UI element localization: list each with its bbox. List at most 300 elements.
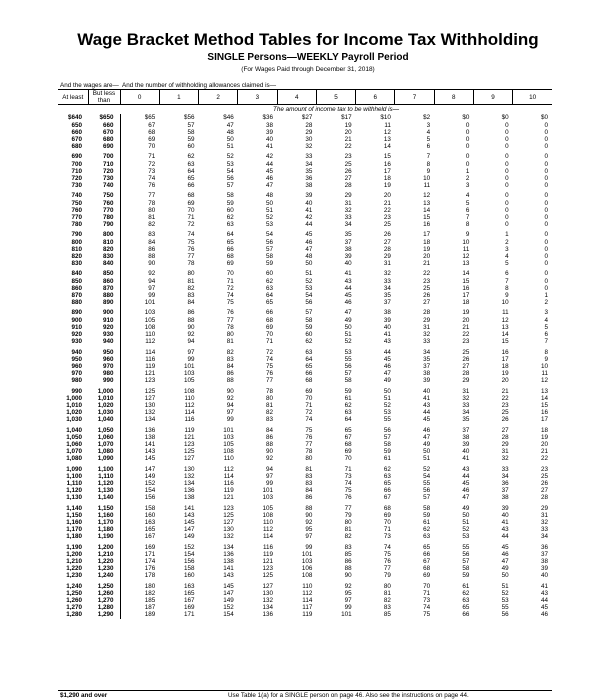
tax-amount-cell: 70 (226, 270, 234, 278)
tax-amount-cell: 0 (544, 214, 548, 222)
wage-bracket-cell: 1,090 (97, 455, 114, 463)
tax-amount-cell: 81 (226, 338, 234, 346)
table-row (58, 143, 552, 150)
tax-amount-cell: 134 (120, 416, 159, 423)
table-row (58, 448, 552, 455)
tax-amount-cell: 40 (383, 323, 391, 331)
tax-amount-cell: 99 (226, 416, 234, 424)
table-row (58, 239, 552, 246)
tax-amount-cell: 43 (501, 526, 509, 534)
table-row (58, 473, 552, 480)
table-row (58, 267, 552, 277)
wage-bracket-cell: 1,070 (97, 440, 114, 448)
wage-bracket-cell: 700 (102, 153, 114, 161)
tax-amount-cell: 46 (540, 611, 548, 619)
tax-amount-cell: 77 (120, 189, 159, 199)
tax-amount-cell: 73 (383, 533, 391, 541)
tax-amount-cell: 6 (544, 331, 548, 339)
tax-amount-cell: 27 (540, 487, 548, 495)
tax-amount-cell: 66 (423, 550, 431, 558)
tax-amount-cell: 114 (263, 533, 274, 541)
tax-amount-cell: 27 (383, 238, 391, 246)
table-row (58, 253, 552, 260)
tax-amount-cell: 33 (540, 526, 548, 534)
wage-bracket-cell: 780 (102, 214, 114, 222)
tax-amount-cell: 108 (262, 511, 274, 519)
tax-amount-cell: 163 (120, 519, 159, 526)
tax-amount-cell: 76 (266, 370, 274, 378)
table-row (58, 221, 552, 228)
tax-amount-cell: 116 (120, 356, 159, 363)
tax-amount-cell: 88 (120, 253, 159, 260)
tax-amount-cell: 53 (305, 284, 313, 292)
tax-amount-cell: 86 (305, 494, 313, 502)
tax-amount-cell: 55 (501, 604, 509, 612)
tax-amount-cell: 68 (187, 192, 195, 200)
withholding-table (58, 79, 552, 619)
tax-amount-cell: 86 (266, 433, 274, 441)
tax-amount-cell: 82 (266, 409, 274, 417)
tax-amount-cell: 47 (266, 182, 274, 190)
table-row (58, 611, 552, 618)
tax-amount-cell: 69 (305, 387, 313, 395)
table-row (58, 214, 552, 221)
tax-amount-cell: 65 (344, 426, 352, 434)
wage-bracket-cell: 820 (71, 253, 82, 261)
tax-amount-cell: 47 (344, 309, 352, 317)
tax-amount-cell: 81 (187, 277, 195, 285)
tax-amount-cell: 29 (501, 440, 509, 448)
allowance-col-header: 1 (159, 90, 198, 105)
tax-amount-cell: 57 (266, 245, 274, 253)
tax-amount-cell: 134 (262, 604, 274, 612)
but-less-header: But less than (88, 90, 120, 105)
tax-amount-cell: 19 (383, 182, 391, 190)
tax-amount-cell: 71 (423, 589, 431, 597)
tax-amount-cell: $56 (184, 114, 195, 122)
tax-amount-cell: 53 (501, 597, 509, 604)
tax-amount-cell: 83 (120, 228, 159, 238)
tax-amount-cell: 46 (266, 175, 274, 183)
tax-amount-cell: 39 (540, 565, 548, 573)
tax-amount-cell: 70 (120, 143, 159, 150)
table-row (58, 129, 552, 136)
tax-amount-cell: 101 (120, 299, 159, 306)
tax-amount-cell: 165 (120, 526, 159, 533)
tax-amount-cell: 105 (223, 440, 234, 448)
tax-amount-cell: 66 (187, 182, 195, 190)
tax-amount-cell: 19 (462, 309, 470, 317)
tax-amount-cell: 10 (423, 175, 431, 183)
tax-amount-cell: 63 (305, 348, 313, 356)
wage-bracket-cell: 720 (102, 167, 114, 175)
tax-amount-cell: 97 (266, 472, 274, 480)
allowance-col-header: 7 (395, 90, 434, 105)
wage-bracket-cell: 1,190 (97, 533, 114, 541)
tax-amount-cell: 16 (501, 348, 509, 356)
tax-amount-cell: 130 (120, 402, 159, 409)
tax-amount-cell: 53 (462, 533, 470, 541)
wage-bracket-cell: 870 (71, 292, 82, 300)
tax-amount-cell: 40 (462, 448, 470, 456)
allowance-col-header: 5 (316, 90, 355, 105)
tax-amount-cell: 11 (462, 245, 470, 253)
tax-amount-cell: 141 (184, 504, 195, 512)
tax-amount-cell: 121 (120, 370, 159, 377)
wage-bracket-cell: 1,020 (97, 401, 114, 409)
tax-amount-cell: 97 (344, 597, 352, 604)
tax-amount-cell: 37 (501, 487, 509, 495)
tax-amount-cell: 132 (223, 533, 234, 541)
tax-amount-cell: 23 (540, 465, 548, 473)
tax-amount-cell: 0 (505, 175, 509, 183)
tax-amount-cell: 14 (423, 206, 431, 214)
wage-bracket-cell: 810 (102, 238, 114, 246)
tax-amount-cell: 84 (305, 487, 313, 495)
tax-amount-cell: 56 (344, 362, 352, 370)
tax-amount-cell: 141 (223, 565, 234, 573)
tax-amount-cell: 44 (501, 533, 509, 541)
tax-amount-cell: 76 (120, 182, 159, 189)
tax-amount-cell: $17 (341, 114, 352, 122)
tax-amount-cell: 97 (226, 409, 234, 417)
table-row (58, 580, 552, 590)
tax-amount-cell: 75 (305, 426, 313, 434)
tax-amount-cell: 64 (226, 231, 234, 239)
tax-amount-cell: 41 (305, 206, 313, 214)
wage-bracket-cell: 690 (102, 143, 114, 151)
tax-amount-cell: 69 (423, 572, 431, 580)
tax-amount-cell: 53 (344, 348, 352, 356)
tax-amount-cell: 119 (263, 550, 274, 558)
table-row (58, 487, 552, 494)
tax-amount-cell: 84 (266, 426, 274, 434)
tax-amount-cell: 0 (465, 128, 470, 136)
tax-amount-cell: 31 (501, 448, 509, 456)
table-row (58, 590, 552, 597)
tax-amount-cell: 57 (383, 433, 391, 441)
wage-bracket-cell: 1,050 (66, 433, 82, 441)
wage-bracket-cell: 1,230 (97, 565, 114, 573)
table-row (58, 480, 552, 487)
tax-amount-cell: 11 (384, 121, 391, 129)
tax-amount-cell: 81 (383, 589, 391, 597)
tax-amount-cell: 21 (383, 199, 391, 207)
tax-amount-cell: 105 (262, 504, 274, 512)
tax-amount-cell: 32 (423, 331, 431, 339)
tax-amount-cell: 28 (305, 121, 313, 129)
tax-amount-cell: 80 (305, 455, 313, 463)
tax-amount-cell: 83 (266, 416, 274, 424)
wage-bracket-cell: 1,250 (97, 582, 114, 590)
tax-amount-cell: 54 (266, 231, 274, 239)
tax-amount-cell: 75 (187, 238, 195, 246)
tax-amount-cell: 34 (344, 221, 352, 229)
tax-amount-cell: 37 (383, 299, 391, 307)
tax-amount-cell: 72 (187, 221, 195, 229)
tax-amount-cell: 134 (184, 479, 195, 487)
wage-bracket-cell: $650 (99, 114, 114, 122)
tax-amount-cell: 76 (344, 494, 352, 502)
tax-amount-cell: 16 (383, 160, 391, 168)
tax-amount-cell: 7 (465, 214, 470, 222)
tax-amount-cell: 22 (344, 143, 352, 151)
tax-amount-cell: 11 (423, 182, 431, 190)
tax-amount-cell: 26 (540, 479, 548, 487)
tax-amount-cell: 65 (187, 175, 195, 183)
tax-amount-cell: 130 (262, 589, 274, 597)
tax-amount-cell: 67 (383, 494, 391, 502)
tax-amount-cell: 80 (120, 207, 159, 214)
tax-amount-cell: 51 (344, 331, 352, 339)
tax-amount-cell: 25 (501, 409, 509, 417)
tax-amount-cell: 147 (184, 526, 195, 534)
wage-bracket-cell: 1,210 (66, 557, 82, 565)
tax-amount-cell: 28 (423, 309, 431, 317)
tax-amount-cell: 4 (544, 316, 548, 324)
tax-amount-cell: 56 (423, 487, 431, 495)
tax-amount-cell: 70 (187, 206, 195, 214)
tax-amount-cell: 31 (344, 199, 352, 207)
tax-amount-cell: 92 (305, 518, 313, 526)
wage-bracket-cell: 1,170 (97, 518, 114, 526)
wage-bracket-cell: 1,030 (97, 409, 114, 417)
tax-amount-cell: 145 (120, 455, 159, 462)
tax-amount-cell: 123 (262, 565, 274, 573)
tax-amount-cell: 53 (266, 221, 274, 229)
tax-amount-cell: 16 (462, 284, 470, 292)
wage-bracket-cell: 680 (102, 136, 114, 144)
tax-amount-cell: 40 (305, 199, 313, 207)
table-row (58, 246, 552, 253)
tax-amount-cell: 0 (505, 143, 509, 151)
tax-amount-cell: 74 (187, 231, 195, 239)
tax-amount-cell: 3 (465, 182, 470, 190)
tax-amount-cell: 116 (184, 416, 195, 424)
wage-bracket-cell: 1,240 (97, 572, 114, 580)
tax-amount-cell: 40 (540, 572, 548, 580)
wage-bracket-cell: 1,190 (66, 543, 82, 551)
wage-bracket-cell: 1,180 (66, 533, 82, 541)
page-title: Wage Bracket Method Tables for Income Tax Withholding (77, 30, 539, 49)
tax-amount-cell: 119 (184, 426, 195, 434)
tax-amount-cell: 68 (226, 253, 234, 261)
tax-amount-cell: 85 (383, 611, 391, 619)
tax-amount-cell: 18 (540, 426, 548, 434)
tax-amount-cell: 35 (423, 355, 431, 363)
tax-amount-cell: 8 (426, 160, 431, 168)
tax-amount-cell: 58 (423, 504, 431, 512)
tax-amount-cell: 8 (544, 348, 548, 356)
tax-amount-cell: 103 (262, 494, 274, 502)
tax-amount-cell: 32 (540, 518, 548, 526)
table-row (58, 122, 552, 129)
tax-amount-cell: 26 (383, 231, 391, 239)
tax-amount-cell: 42 (266, 153, 274, 161)
tax-amount-cell: 43 (344, 277, 352, 285)
tax-amount-cell: 72 (226, 284, 234, 292)
tax-amount-cell: 41 (501, 518, 509, 526)
wage-bracket-cell: 930 (102, 331, 114, 339)
tax-amount-cell: 29 (305, 128, 313, 136)
tax-amount-cell: 5 (505, 260, 509, 268)
tax-amount-cell: 112 (120, 338, 159, 345)
table-row (58, 565, 552, 572)
table-row (58, 356, 552, 363)
tax-amount-cell: 99 (266, 479, 274, 487)
tax-amount-cell: 1 (465, 167, 470, 175)
table-footer (58, 690, 552, 699)
tax-amount-cell: 67 (423, 557, 431, 565)
tax-amount-cell: 54 (226, 167, 234, 175)
tax-amount-cell: 1 (544, 292, 548, 300)
wage-bracket-cell: 1,140 (97, 494, 114, 502)
tax-amount-cell: 156 (120, 494, 159, 501)
tax-amount-cell: 80 (383, 582, 391, 590)
tax-amount-cell: 41 (344, 270, 352, 278)
tax-amount-cell: 101 (184, 362, 195, 370)
tax-amount-cell: 51 (305, 270, 313, 278)
tax-amount-cell: 68 (383, 504, 391, 512)
wage-bracket-cell: 1,270 (97, 597, 114, 604)
tax-amount-cell: 54 (423, 472, 431, 480)
tax-amount-cell: 7 (544, 338, 548, 346)
tax-amount-cell: 66 (266, 309, 274, 317)
tax-amount-cell: 37 (423, 362, 431, 370)
tax-amount-cell: 20 (383, 192, 391, 200)
tax-amount-cell: 20 (462, 316, 470, 324)
tax-amount-cell: 67 (120, 122, 159, 129)
table-row (58, 285, 552, 292)
tax-amount-cell: 29 (383, 253, 391, 261)
tax-amount-cell: 174 (120, 558, 159, 565)
tax-amount-cell: 176 (120, 565, 159, 572)
table-row (58, 317, 552, 324)
tax-amount-cell: 114 (120, 346, 159, 356)
tax-amount-cell: 152 (184, 543, 195, 551)
tax-amount-cell: 58 (266, 253, 274, 261)
tax-amount-cell: 57 (305, 309, 313, 317)
tax-amount-cell: 62 (462, 589, 470, 597)
tax-amount-cell: 0 (505, 221, 509, 229)
tax-amount-cell: 86 (120, 246, 159, 253)
tax-amount-cell: 27 (344, 175, 352, 183)
tax-amount-cell: 62 (187, 153, 195, 161)
tax-amount-cell: 125 (184, 448, 195, 456)
tax-amount-cell: 35 (462, 416, 470, 424)
tax-amount-cell: 149 (223, 597, 234, 604)
tax-amount-cell: 59 (462, 572, 470, 580)
tax-amount-cell: 145 (223, 582, 234, 590)
tax-amount-cell: 3 (426, 121, 431, 129)
table-row (58, 200, 552, 207)
tax-amount-cell: 90 (226, 387, 234, 395)
tax-amount-cell: 76 (226, 309, 234, 317)
tax-amount-cell: 116 (223, 479, 234, 487)
tax-amount-cell: 50 (305, 260, 313, 268)
tax-amount-cell: 160 (184, 572, 195, 580)
tax-amount-cell: 90 (344, 572, 352, 580)
tax-amount-cell: 63 (423, 533, 431, 541)
wage-bracket-cell: 710 (102, 160, 114, 168)
tax-amount-cell: 83 (187, 292, 195, 300)
tax-amount-cell: 0 (505, 153, 509, 161)
tax-amount-cell: 106 (301, 565, 313, 573)
tax-amount-cell: 132 (184, 472, 195, 480)
tax-amount-cell: 0 (465, 121, 470, 129)
tax-amount-cell: 50 (501, 572, 509, 580)
tax-amount-cell: 21 (423, 260, 431, 268)
wage-bracket-cell: 1,130 (97, 487, 114, 495)
table-row (58, 228, 552, 238)
wage-bracket-cell: 950 (102, 348, 114, 356)
tax-amount-cell: 83 (226, 355, 234, 363)
tax-amount-cell: 68 (423, 565, 431, 573)
tax-amount-cell: 79 (344, 511, 352, 519)
tax-amount-cell: 127 (120, 395, 159, 402)
tax-amount-cell: 103 (184, 370, 195, 378)
tax-amount-cell: 56 (462, 550, 470, 558)
wage-bracket-cell: 780 (71, 221, 82, 229)
wage-bracket-cell: 1,120 (66, 487, 82, 495)
tax-amount-cell: 101 (262, 487, 274, 495)
tax-amount-cell: 34 (383, 284, 391, 292)
table-row (58, 136, 552, 143)
tax-amount-cell: 171 (120, 551, 159, 558)
table-row (58, 424, 552, 434)
tax-amount-cell: 149 (120, 473, 159, 480)
tax-amount-cell: 27 (462, 362, 470, 370)
tax-amount-cell: 15 (462, 277, 470, 285)
tax-amount-cell: 101 (341, 611, 352, 619)
tax-amount-cell: 36 (305, 175, 313, 183)
tax-amount-cell: 94 (187, 338, 195, 346)
wage-bracket-cell: 960 (71, 362, 82, 370)
tax-amount-cell: 23 (423, 277, 431, 285)
tax-amount-cell: 73 (423, 597, 431, 604)
tax-amount-cell: 66 (462, 611, 470, 619)
footer-wage-range: $1,290 and over (60, 692, 108, 699)
tax-amount-cell: 110 (120, 331, 159, 338)
tax-amount-cell: 83 (305, 479, 313, 487)
tax-amount-cell: 58 (305, 316, 313, 324)
tax-amount-cell: 149 (184, 533, 195, 541)
tax-amount-cell: 38 (383, 309, 391, 317)
table-row (58, 324, 552, 331)
tax-amount-cell: 12 (423, 192, 431, 200)
wage-bracket-cell: 760 (102, 199, 114, 207)
tax-amount-cell: 31 (462, 387, 470, 395)
tax-amount-cell: 141 (120, 441, 159, 448)
tax-amount-cell: 78 (305, 448, 313, 456)
table-row (58, 338, 552, 345)
tax-amount-cell: 125 (262, 572, 274, 580)
tax-amount-cell: 47 (423, 433, 431, 441)
tax-amount-cell: 5 (426, 136, 431, 144)
wage-bracket-cell: 1,230 (66, 572, 82, 580)
table-row (58, 207, 552, 214)
tax-amount-cell: 27 (423, 299, 431, 307)
tax-amount-cell: 64 (305, 355, 313, 363)
footer-instructions: Use Table 1(a) for a SINGLE person on page 46. Also see the instructions on page 44. (228, 692, 469, 699)
tax-amount-cell: 48 (226, 128, 234, 136)
tax-amount-cell: 0 (465, 160, 470, 168)
tax-amount-cell: 72 (266, 348, 274, 356)
tax-amount-cell: 178 (120, 572, 159, 579)
table-row (58, 597, 552, 604)
table-row (58, 385, 552, 395)
table-row (58, 189, 552, 199)
